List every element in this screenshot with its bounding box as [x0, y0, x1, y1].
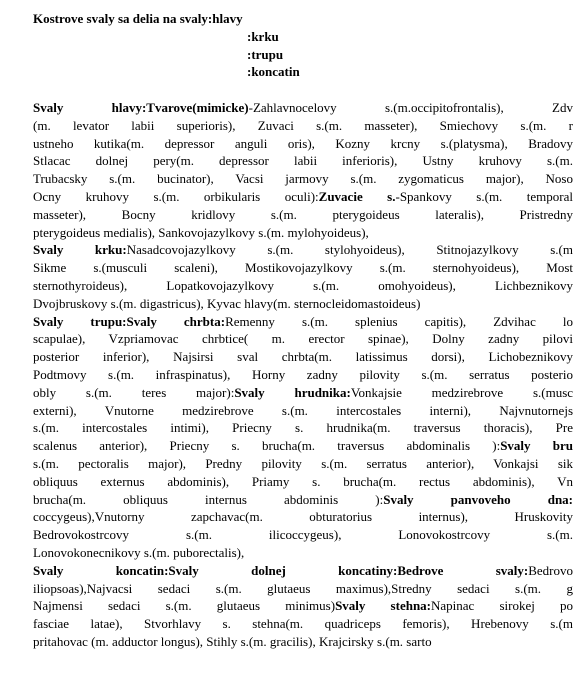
- body-text: Bedrovokostrcovy s.(m. ilicoccygeus), Lonovokostrcovy s.(m.: [33, 527, 573, 543]
- paragraph-svaly-krku: [33, 241, 573, 312]
- body-text: obliquus externus abdominis), Priamy s. brucha(m. rectus abdominis), Vn: [33, 473, 573, 489]
- body-text: Ocny kruhovy s.(m. orbikularis oculi):: [33, 188, 319, 204]
- text-line: [33, 491, 573, 509]
- bold-heading-text: Svaly krku:: [33, 242, 127, 258]
- text-line: [33, 152, 573, 170]
- bold-heading-text: Svaly hrudnika:: [234, 384, 351, 400]
- body-text: s.(m. pectoralis major), Predny pilovity s.(m. serratus anterior), Vonkajsi sik: [33, 455, 573, 471]
- bold-heading-text: Svaly koncatin:Svaly dolnej koncatiny:Bedrove svaly:: [33, 562, 529, 578]
- body-text: Bedrovo: [528, 562, 573, 578]
- body-text: masseter), Bocny kridlovy s.(m. pterygoideus lateralis), Pristredny: [33, 206, 573, 222]
- body-text: coccygeus),Vnutorny zapchavac(m. obturatorius internus), Hruskovity: [33, 509, 573, 525]
- text-line: [33, 259, 573, 277]
- text-line: [33, 277, 573, 295]
- text-line: [33, 597, 573, 615]
- body-text: fasciae latae), Stvorhlavy s. stehna(m. quadriceps femoris), Hrebenovy s.(m: [33, 616, 573, 632]
- text-line: [33, 402, 573, 420]
- body-text: (m. levator labii superioris), Zuvaci s.(m. masseter), Smiechovy s.(m. r: [33, 117, 573, 133]
- text-line: [33, 544, 573, 562]
- text-line: [33, 313, 573, 331]
- bold-heading-text: Svaly bru: [500, 438, 573, 454]
- text-line: [33, 384, 573, 402]
- text-line: [33, 188, 573, 206]
- body-text: Najmensi sedaci s.(m. glutaeus minimus): [33, 598, 336, 614]
- body-text: Lonovokonecnikovy s.(m. puborectalis),: [33, 544, 245, 560]
- text-line: [33, 330, 573, 348]
- body-text: Trubacsky s.(m. bucinator), Vacsi jarmovy s.(m. zygomaticus major), Noso: [33, 171, 573, 187]
- text-line: [33, 562, 573, 580]
- text-line: [33, 295, 573, 313]
- heading-item-krku: :krku: [247, 28, 279, 44]
- text-line: [33, 135, 573, 153]
- text-line: [33, 473, 573, 491]
- bold-heading-text: Svaly trupu:Svaly chrbta:: [33, 313, 226, 329]
- body-text: externi), Vnutorne medzirebrove s.(m. intercostales interni), Najvnutornejs: [33, 402, 573, 418]
- body-text: brucha(m. obliquus internus abdominis ):: [33, 491, 384, 507]
- bold-heading-text: Zuvacie s.: [318, 188, 396, 204]
- body-text: pritahovac (m. adductor longus), Stihly s.(m. gracilis), Krajcirsky s.(m. sarto: [33, 633, 432, 649]
- body-text: Napinac sirokej po: [431, 598, 573, 614]
- body-text: sternothyroideus), Lopatkovojazylkovy s.(m. omohyoideus), Lichbeznikovy: [33, 277, 573, 293]
- text-line: [33, 615, 573, 633]
- paragraph-svaly-koncatin: [33, 562, 573, 651]
- text-line: [33, 437, 573, 455]
- paragraph-svaly-trupu: [33, 313, 573, 562]
- heading-item-koncatin: :koncatin: [247, 64, 300, 80]
- text-line: [33, 170, 573, 188]
- body-text: Sikme s.(musculi scaleni), Mostikovojazylkovy s.(m. sternohyoideus), Most: [33, 260, 573, 276]
- text-line: [33, 366, 573, 384]
- body-text: iliopsoas),Najvacsi sedaci s.(m. glutaeus maximus),Stredny sedaci s.(m. g: [33, 580, 573, 596]
- text-line: [33, 580, 573, 598]
- paragraph-svaly-hlavy: [33, 99, 573, 241]
- body-text: scalenus anterior), Priecny s. brucha(m. traversus abdominalis ):: [33, 438, 501, 454]
- heading-item-hlavy: hlavy: [212, 11, 243, 26]
- text-line: [33, 224, 573, 242]
- body-text: Nasadcovojazylkovy s.(m. stylohyoideus), Stitnojazylkovy s.(m: [126, 242, 573, 258]
- body-text: obly s.(m. teres major):: [33, 384, 235, 400]
- body-text: Dvojbruskovy s.(m. digastricus), Kyvac hlavy(m. sternocleidomastoideus): [33, 295, 421, 311]
- document-body: [33, 99, 573, 651]
- body-text: -Zahlavnocelovy s.(m.occipitofrontalis), Zdv: [248, 100, 573, 115]
- body-text: scapulae), Vzpriamovac chrbtice( m. erector spinae), Dolny zadny pilovi: [33, 331, 573, 347]
- text-line: [33, 117, 573, 135]
- body-text: Stlacac dolnej pery(m. depressor labii inferioris), Ustny kruhovy s.(m.: [33, 153, 573, 169]
- text-line: [33, 241, 573, 259]
- text-line: [33, 419, 573, 437]
- body-text: s.(m. intercostales intimi), Priecny s. hrudnika(m. traversus thoracis), Pre: [33, 420, 573, 436]
- text-line: [33, 348, 573, 366]
- bold-heading-text: Svaly panvoveho dna:: [383, 491, 573, 507]
- bold-heading-text: Svaly stehna:: [335, 598, 431, 614]
- body-text: Vonkajsie medzirebrove s.(musc: [350, 384, 573, 400]
- body-text: Remenny s.(m. splenius capitis), Zdvihac lo: [225, 313, 573, 329]
- body-text: posterior inferior), Najsirsi sval chrbta(m. latissimus dorsi), Lichobeznikovy: [33, 349, 573, 365]
- body-text: pterygoideus medialis), Sankovojazylkovy s.(m. mylohyoideus),: [33, 224, 369, 240]
- text-line: [33, 526, 573, 544]
- bold-heading-text: Svaly hlavy:Tvarove(mimicke): [33, 100, 249, 115]
- heading-item-trupu: :trupu: [247, 46, 284, 62]
- document-heading: [33, 10, 300, 81]
- body-text: ustneho kutika(m. depressor anguli oris), Kozny krcny s.(platysma), Bradovy: [33, 135, 573, 151]
- text-line: [33, 99, 573, 117]
- body-text: -Spankovy s.(m. temporal: [395, 188, 573, 204]
- heading-line: [33, 10, 300, 28]
- body-text: Podtmovy s.(m. infraspinatus), Horny zadny pilovity s.(m. serratus posterio: [33, 366, 573, 382]
- text-line: [33, 206, 573, 224]
- text-line: [33, 633, 573, 651]
- text-line: [33, 508, 573, 526]
- heading-intro: Kostrove svaly sa delia na svaly:: [33, 11, 213, 26]
- text-line: [33, 455, 573, 473]
